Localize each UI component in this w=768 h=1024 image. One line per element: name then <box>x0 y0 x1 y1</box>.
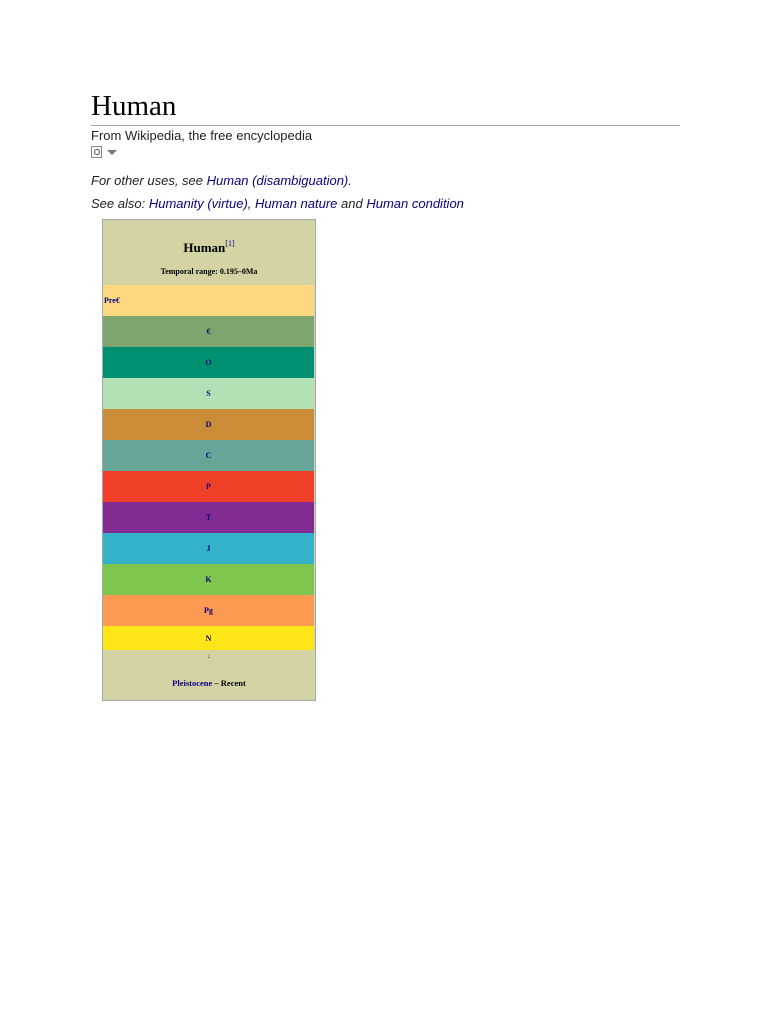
human-condition-link[interactable]: Human condition <box>366 196 464 211</box>
down-arrow-icon: ↓ <box>207 652 211 660</box>
period-label[interactable]: € <box>206 327 211 336</box>
period-label[interactable]: K <box>205 575 212 584</box>
chevron-down-icon[interactable] <box>107 150 117 155</box>
magnifier-icon[interactable] <box>91 146 102 158</box>
period-band[interactable] <box>103 626 314 650</box>
title-divider <box>91 125 680 126</box>
humanity-virtue-link[interactable]: Humanity (virtue) <box>148 196 248 211</box>
period-label[interactable]: J <box>206 544 211 553</box>
period-label[interactable]: O <box>205 358 212 367</box>
human-nature-link[interactable]: Human nature <box>255 196 338 211</box>
hatnote-text: , <box>247 196 256 211</box>
hatnote-text: and <box>337 196 367 211</box>
disambiguation-link[interactable]: Human (disambiguation) <box>206 173 349 188</box>
hatnote-text: See also: <box>91 196 149 211</box>
period-label[interactable]: S <box>206 389 211 398</box>
period-band[interactable] <box>103 409 314 440</box>
period-band[interactable] <box>103 564 314 595</box>
period-label[interactable]: T <box>205 513 212 522</box>
reference-link[interactable]: [1] <box>225 239 235 248</box>
hatnote-text: . <box>348 173 352 188</box>
pleistocene-link[interactable]: Pleistocene <box>172 678 213 688</box>
page-title: Human <box>91 90 177 122</box>
temporal-range: Temporal range: 0.195–0Ma <box>160 267 258 276</box>
hatnote-see-also <box>91 196 464 211</box>
page-tools[interactable] <box>91 146 117 158</box>
period-band[interactable] <box>103 347 314 378</box>
period-band[interactable] <box>103 378 314 409</box>
taxobox-title <box>103 239 315 256</box>
period-label[interactable]: Pg <box>204 606 213 615</box>
period-band[interactable] <box>103 471 314 502</box>
period-band[interactable] <box>103 502 314 533</box>
hatnote-text: For other uses, see <box>91 173 207 188</box>
range-end: – Recent <box>212 678 246 688</box>
period-label[interactable]: Pre€ <box>104 296 120 305</box>
taxobox-name: Human <box>183 240 226 255</box>
period-label[interactable]: C <box>205 451 212 460</box>
period-band[interactable] <box>103 285 314 316</box>
period-label[interactable]: P <box>206 482 211 491</box>
site-tagline: From Wikipedia, the free encyclopedia <box>91 128 313 143</box>
period-label[interactable]: N <box>205 633 212 643</box>
period-label[interactable]: D <box>205 420 212 429</box>
hatnote-other-uses <box>91 173 352 188</box>
period-band[interactable] <box>103 440 314 471</box>
period-band[interactable] <box>103 533 314 564</box>
period-band[interactable] <box>103 316 314 347</box>
range-footer <box>103 678 315 688</box>
taxobox <box>102 219 316 701</box>
period-band[interactable] <box>103 595 314 626</box>
